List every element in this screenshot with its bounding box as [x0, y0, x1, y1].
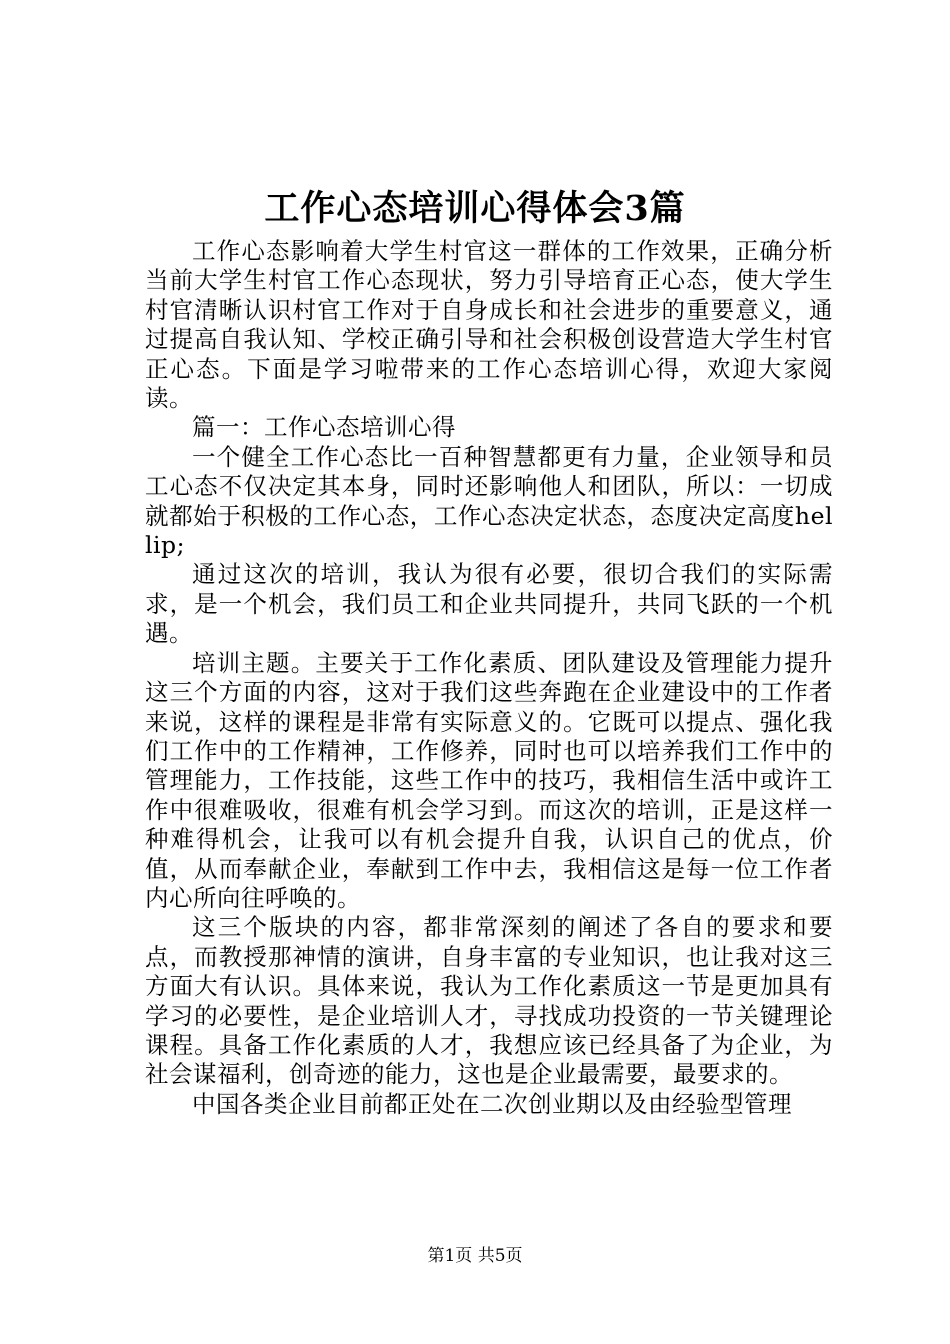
paragraph: 中国各类企业目前都正处在二次创业期以及由经验型管理 [192, 1089, 792, 1118]
document-title: 工作心态培训心得体会3篇 [264, 188, 686, 229]
paragraph: 一个健全工作心态比一百种智慧都更有力量，企业领导和员工心态不仅决定其本身，同时还影响他人和团队，所以：一切成就都始于积极的工作心态，工作心态决定状态，态度决定高度hellip; [145, 442, 833, 560]
page-number-footer: 第1页 共5页 [427, 1246, 523, 1266]
document-body [145, 237, 833, 1119]
paragraph: 培训主题。主要关于工作化素质、团队建设及管理能力提升这三个方面的内容，这对于我们这些奔跑在企业建设中的工作者来说，这样的课程是非常有实际意义的。它既可以提点、强化我们工作中的工作精神，工作修养，同时也可以培养我们工作中的管理能力，工作技能，这些工作中的技巧，我相信生活中或许工作中很难吸收，很难有机会学习到。而这次的培训，正是这样一种难得机会，让我可以有机会提升自我，认识自己的优点，价值，从而奉献企业，奉献到工作中去，我相信这是每一位工作者内心所向往呼唤的。 [145, 648, 833, 912]
paragraph: 这三个版块的内容，都非常深刻的阐述了各自的要求和要点，而教授那神情的演讲，自身丰富的专业知识，也让我对这三方面大有认识。具体来说，我认为工作化素质这一节是更加具有学习的必要性，是企业培训人才，寻找成功投资的一节关键理论课程。具备工作化素质的人才，我想应该已经具备了为企业，为社会谋福利，创奇迹的能力，这也是企业最需要，最要求的。 [145, 913, 833, 1089]
paragraph-intro: 工作心态影响着大学生村官这一群体的工作效果，正确分析当前大学生村官工作心态现状，努力引导培育正心态，使大学生村官清晰认识村官工作对于自身成长和社会进步的重要意义，通过提高自我认知、学校正确引导和社会积极创设营造大学生村官正心态。下面是学习啦带来的工作心态培训心得，欢迎大家阅读。 [145, 237, 833, 413]
section-heading: 篇一：工作心态培训心得 [192, 413, 456, 442]
paragraph: 通过这次的培训，我认为很有必要，很切合我们的实际需求，是一个机会，我们员工和企业共同提升，共同飞跃的一个机遇。 [145, 560, 833, 648]
